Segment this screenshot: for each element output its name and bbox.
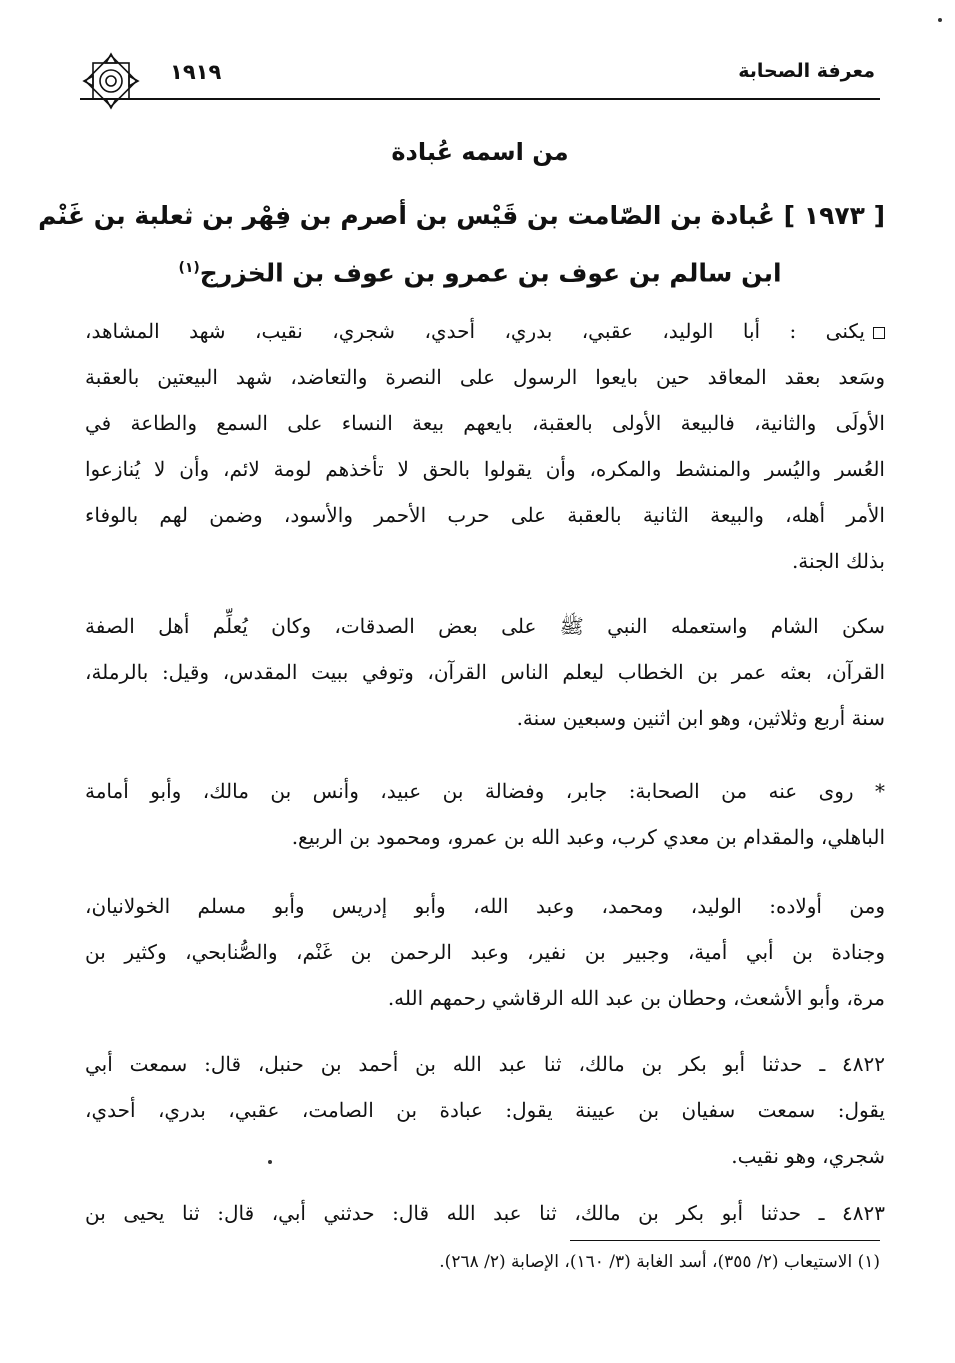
hadith-4822 — [85, 1041, 885, 1179]
text-line: شجري، وهو نقيب. — [731, 1144, 885, 1168]
footnote: (١) الاستيعاب (٢/ ٣٥٥)، أسد الغابة (٣/ ١٦٠)، الإصابة (٢/ ٢٦٨). — [439, 1252, 880, 1272]
text-line: يقول: سمعت سفيان بن عيينة يقول: عبادة بن الصامت، عقبي، بدري، أحدي، — [85, 1098, 885, 1122]
page-number: ١٩١٩ — [170, 60, 222, 84]
hadith-4823 — [85, 1190, 885, 1236]
paragraph-residence — [85, 603, 885, 741]
ornament-star-icon — [80, 50, 142, 112]
text-line: وسَعد بعقد المعاقد حين بايعوا الرسول على النصرة والتعاضد، شهد البيعتين بالعقبة — [85, 365, 885, 389]
page-header — [80, 50, 875, 100]
square-bullet-icon — [873, 327, 885, 339]
paragraph-kunya — [85, 308, 885, 584]
entry-heading-line-1: [ ١٩٧٣ ] عُبادة بن الصّامت بن قَيْس بن أصرم بن فِهْر بن ثعلبة بن غَنْم — [38, 201, 885, 230]
text-line: القرآن، بعثه عمر بن الخطاب ليعلم الناس القرآن، وتوفي ببيت المقدس، وقيل: بالرملة، — [85, 660, 885, 684]
header-divider — [80, 98, 880, 100]
paragraph-children — [85, 883, 885, 1021]
footnote-divider — [570, 1240, 880, 1241]
text-line-content: يكنى : أبا الوليد، عقبي، بدري، أحدي، شجري، نقيب، شهد المشاهد، — [85, 319, 865, 343]
entry-heading-line-2 — [75, 242, 885, 299]
paragraph-narrators — [85, 768, 885, 860]
book-title: معرفة الصحابة — [738, 60, 875, 82]
text-line: * روى عنه من الصحابة: جابر، وفضالة بن عبيد، وأنس بن مالك، وأبو أمامة — [85, 779, 885, 803]
text-line: سكن الشام واستعمله النبي ﷺ على بعض الصدقات، وكان يُعلِّم أهل الصفة — [85, 614, 885, 638]
text-line: بذلك الجنة. — [791, 549, 885, 573]
text-line: سنة أربع وثلاثين، وهو ابن اثنين وسبعين سنة. — [516, 706, 885, 730]
text-line: وجنادة بن أبي أمية، وجبير بن نفير، وعبد الرحمن بن غَنْم، والصُّنابحي، وكثير بن — [85, 940, 885, 964]
scan-speck — [268, 1160, 272, 1164]
text-line: مرة، وأبو الأشعث، وحطان بن عبد الله الرقاشي رحمهم الله. — [387, 986, 885, 1010]
text-line: الباهلي، والمقدام بن معدي كرب، وعبد الله بن عمرو، ومحمود بن الربيع. — [291, 825, 885, 849]
text-line: ومن أولاده: الوليد، ومحمد، وعبد الله، وأبو إدريس وأبو مسلم الخولانيان، — [85, 894, 885, 918]
text-line: ٤٨٢٣ ـ حدثنا أبو بكر بن مالك، ثنا عبد الله قال: حدثني أبي، قال: ثنا يحيى بن — [85, 1201, 885, 1225]
text-line — [85, 308, 885, 354]
scan-speck — [938, 18, 942, 22]
text-line: العُسر واليُسر والمنشط والمكره، وأن يقولوا بالحق لا تأخذهم لومة لائم، وأن لا يُنازعوا — [85, 457, 885, 481]
section-title: من اسمه عُبادة — [391, 138, 569, 166]
entry-heading-line-2-text: ابن سالم بن عوف بن عمرو بن عوف بن الخزرج — [199, 258, 782, 288]
text-line: الأولَى والثانية، فالبيعة الأولى بالعقبة، بايعهم بيعة النساء على السمع والطاعة في — [85, 411, 885, 435]
text-line: ٤٨٢٢ ـ حدثنا أبو بكر بن مالك، ثنا عبد الله بن أحمد بن حنبل، قال: سمعت أبي — [85, 1052, 885, 1076]
footnote-reference[interactable]: (١) — [178, 260, 200, 276]
entry-heading — [38, 190, 885, 299]
text-line: الأمر أهله، والبيعة الثانية بالعقبة على حرب الأحمر والأسود، وضمن لهم بالوفاء — [85, 503, 885, 527]
